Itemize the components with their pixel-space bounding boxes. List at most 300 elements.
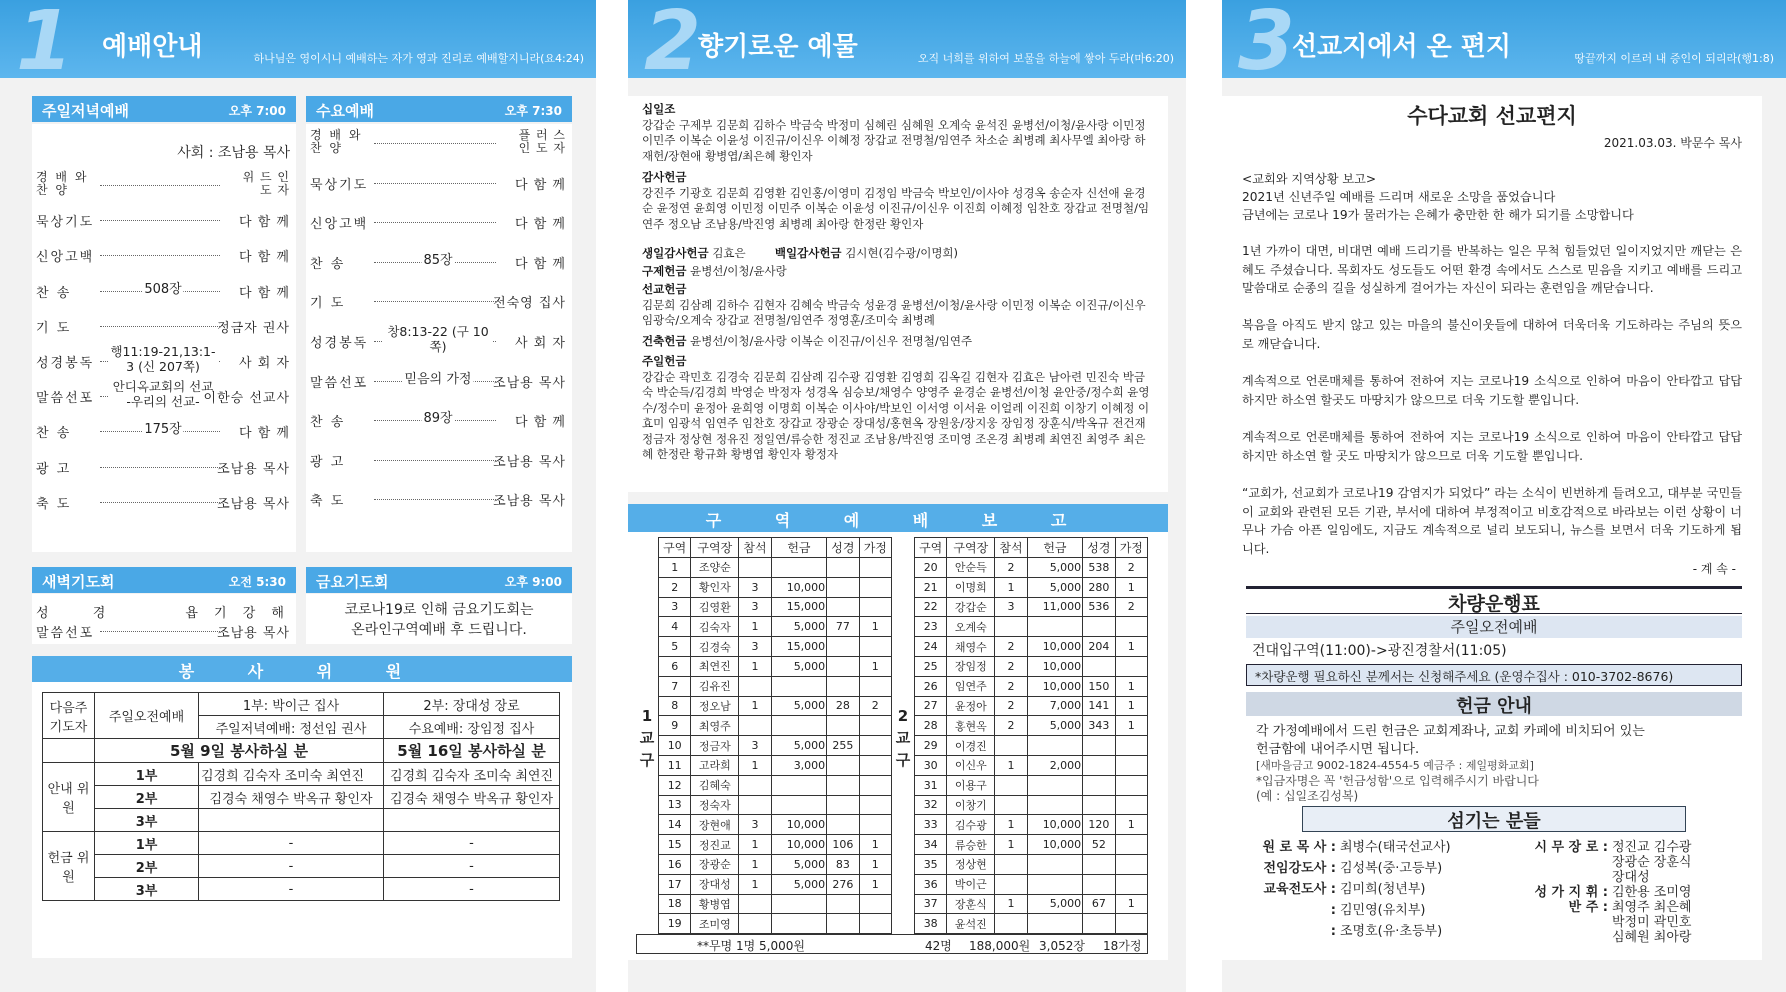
table-cell xyxy=(1027,795,1083,815)
table-row xyxy=(915,656,1148,676)
table-cell: 14 xyxy=(659,815,691,835)
table-cell: 17 xyxy=(659,874,691,894)
staff-row xyxy=(1246,836,1451,855)
region-report-title: 구 역 예 배 보 고 xyxy=(628,504,1168,532)
table-cell: 정진교 xyxy=(691,835,739,855)
table-cell: 2 xyxy=(859,696,891,716)
staff-role: : xyxy=(1330,924,1336,939)
table-row xyxy=(659,696,892,716)
table-cell: 1 xyxy=(1115,577,1147,597)
staff-role: : xyxy=(1330,903,1336,918)
table-cell: 1 xyxy=(659,558,691,578)
staff-role: 반 주 : xyxy=(1568,900,1608,915)
staff-row xyxy=(1522,926,1691,945)
table-cell xyxy=(827,795,859,815)
order-content: 508장 xyxy=(144,281,182,297)
table-cell xyxy=(827,637,859,657)
table-row xyxy=(659,676,892,696)
table-cell: 1 xyxy=(739,755,771,775)
table-cell: 5,000 xyxy=(771,696,827,716)
table-cell xyxy=(1115,874,1147,894)
section-title: 선교지에서 온 편지 xyxy=(1292,32,1512,62)
bank-account: [새마을금고 9002-1824-4554-5 예금주 : 제일평화교회] xyxy=(1256,759,1534,772)
order-leader: 조남용 목사 xyxy=(493,454,566,470)
offering-guide-text: 헌금함에 내어주시면 됩니다. xyxy=(1256,742,1420,757)
order-item: 묵상기도 xyxy=(310,177,369,193)
table-cell: 1 xyxy=(1115,676,1147,696)
table-cell xyxy=(771,795,827,815)
table-cell: 10,000 xyxy=(1027,815,1083,835)
mission-letter-column xyxy=(1222,0,1786,992)
table-cell: 33 xyxy=(915,815,947,835)
order-leader: 조남용 목사 xyxy=(493,494,566,510)
table-cell xyxy=(1115,755,1147,775)
table-cell: 2 xyxy=(995,716,1027,736)
table-row xyxy=(915,676,1148,696)
table-cell: 536 xyxy=(1083,597,1115,617)
table-cell: 343 xyxy=(1083,716,1115,736)
table-cell xyxy=(827,676,859,696)
table-cell: 106 xyxy=(827,835,859,855)
table-cell: 오계숙 xyxy=(947,617,995,637)
table-cell: 5,000 xyxy=(771,874,827,894)
table-cell: 276 xyxy=(827,874,859,894)
order-content: 행11:19-21,13:1-3 (신 207쪽) xyxy=(108,344,218,374)
table-row xyxy=(659,835,892,855)
order-leader: 다 함 께 xyxy=(515,256,566,272)
letter-line: 2021년 신년주일 예배를 드리며 새로운 소망을 품었습니다 xyxy=(1242,190,1556,204)
table-cell: 10,000 xyxy=(771,835,827,855)
service-committee-title: 봉 사 위 원 xyxy=(32,656,572,682)
order-row xyxy=(310,253,566,271)
order-row xyxy=(310,213,566,231)
column-header: 참석 xyxy=(739,538,771,558)
order-leader: 위 드 인 도 자 xyxy=(242,170,290,197)
table-cell: 37 xyxy=(915,894,947,914)
mission-letter xyxy=(1222,96,1762,582)
table-cell: 1 xyxy=(1115,815,1147,835)
order-item: 광 고 xyxy=(36,461,72,477)
order-leader: 전숙영 집사 xyxy=(493,296,566,312)
region-table-left xyxy=(658,537,892,934)
table-cell xyxy=(995,617,1027,637)
offering-column xyxy=(628,0,1186,992)
order-content: 믿음의 가정 xyxy=(404,371,472,387)
order-item: 신앙고백 xyxy=(310,217,369,233)
order-item: 기 도 xyxy=(310,296,346,312)
table-cell: 3 xyxy=(739,815,771,835)
letter-title: 수다교회 선교편지 xyxy=(1407,104,1577,128)
table-cell: 35 xyxy=(915,854,947,874)
table-row xyxy=(915,795,1148,815)
table-cell xyxy=(859,815,891,835)
letter-date: 2021.03.03. 박문수 목사 xyxy=(1603,136,1742,150)
table-row xyxy=(915,835,1148,855)
order-leader: 조남용 목사 xyxy=(493,375,566,391)
group1-label-cell xyxy=(636,537,658,951)
table-cell xyxy=(827,577,859,597)
table-cell: 1 xyxy=(995,577,1027,597)
table-row xyxy=(915,736,1148,756)
table-cell: 15,000 xyxy=(771,637,827,657)
table-row xyxy=(659,874,892,894)
table-cell: 정숙자 xyxy=(691,795,739,815)
order-row xyxy=(310,372,566,390)
table-cell xyxy=(1115,835,1147,855)
table-cell xyxy=(859,894,891,914)
table-cell xyxy=(827,656,859,676)
table-cell: 1 xyxy=(995,815,1027,835)
table-cell: 10,000 xyxy=(771,577,827,597)
table-cell: 1 xyxy=(739,617,771,637)
table-row xyxy=(659,854,892,874)
table-cell: 1 xyxy=(1115,716,1147,736)
table-cell: 1 xyxy=(859,874,891,894)
table-cell xyxy=(771,775,827,795)
table-cell: 1 xyxy=(739,874,771,894)
table-cell: 8 xyxy=(659,696,691,716)
table-row xyxy=(915,617,1148,637)
section-subtitle: 오직 너희를 위하여 보물을 하늘에 쌓아 두라(마6:20) xyxy=(917,52,1174,65)
table-row xyxy=(915,854,1148,874)
order-leader: 사 회 자 xyxy=(515,336,566,351)
table-cell xyxy=(859,755,891,775)
table-cell: 이명희 xyxy=(947,577,995,597)
table-cell: 이창기 xyxy=(947,795,995,815)
table-row xyxy=(659,795,892,815)
offering-guide-title: 헌금 안내 xyxy=(1246,692,1742,716)
order-item: 묵상기도 xyxy=(36,215,95,231)
order-row xyxy=(310,490,566,508)
order-item: 성경봉독 xyxy=(310,336,369,351)
service-table: 다음주 기도자 주일오전예배 1부: 박이근 집사 2부: 장대성 장로 주일저녁예배: 정선임 권사 수요예배: 장임정 집사 5월 9일 봉사하실 분 5월 16일 봉사하실 분 안내 위원 1부 김경희 김숙자 조미숙 최연진 김경희 김숙자 조미숙 최연진 2부 김경숙 채영수 박옥규 황인자 김경숙 채영수 박옥규 황인자 3부 헌금 위원 1부 - - 2부 - - 3부 - - xyxy=(42,692,560,901)
letter-line: 금년에는 코로나 19가 물러가는 은혜가 충만한 한 해가 되기를 소망합니다 xyxy=(1242,208,1634,222)
staff-name: 장광순 장훈식 xyxy=(1612,855,1692,870)
order-leader: 사 회 자 xyxy=(239,356,290,371)
table-cell: 280 xyxy=(1083,577,1115,597)
column-header: 구역장 xyxy=(691,538,739,558)
table-cell: 5,000 xyxy=(1027,716,1083,736)
table-cell: 정금자 xyxy=(691,736,739,756)
order-leader: 다 함 께 xyxy=(239,285,290,301)
order-content: 85장 xyxy=(423,252,453,268)
table-cell: 황인자 xyxy=(691,577,739,597)
table-cell: 3 xyxy=(739,736,771,756)
table-cell: 류승한 xyxy=(947,835,995,855)
service-committee-box xyxy=(32,682,572,958)
table-cell xyxy=(1083,874,1115,894)
table-cell: 204 xyxy=(1083,637,1115,657)
table-cell: 1 xyxy=(859,854,891,874)
table-cell xyxy=(1027,914,1083,934)
deposit-note: *입금자명은 꼭 '헌금성함'으로 입력해주시기 바랍니다 xyxy=(1256,774,1539,788)
table-cell: 장임정 xyxy=(947,656,995,676)
table-cell: 이신우 xyxy=(947,755,995,775)
letter-paragraph: “교회가, 선교회가 코로나19 감염지가 되었다” 라는 소식이 빈번하게 들려오고, 대부분 국민들이 교회와 관련된 모든 기관, 부서에 대하여 부정적이고 비호감적으로 바라보는 이런 상황이 너무나 가슴 아픈 일임에도, 지금도 계속적으로 널리 보도되니, 뉴스를 보면서 더욱 기도하게 됩니다. xyxy=(1242,486,1742,556)
wednesday-header: 수요예배 오후 7:30 xyxy=(306,96,572,122)
table-row xyxy=(915,716,1148,736)
order-item: 축 도 xyxy=(36,496,72,512)
order-leader: 다 함 께 xyxy=(515,177,566,193)
worship-guide-column xyxy=(0,0,596,992)
section-subtitle: 땅끝까지 이르러 내 증인이 되리라(행1:8) xyxy=(1574,52,1774,65)
table-cell: 최영주 xyxy=(691,716,739,736)
table-cell xyxy=(1115,795,1147,815)
table-row xyxy=(915,815,1148,835)
letter-paragraph: 계속적으로 언론매체를 통하여 전하여 지는 코로나19 소식으로 인하여 마음이 안타깝고 답답하지만 하소연 할 곳도 마땅치가 않으므로 더욱 기도할 뿐입니다. xyxy=(1242,430,1742,463)
table-cell: 4 xyxy=(659,617,691,637)
table-cell: 1 xyxy=(859,656,891,676)
table-cell: 정상현 xyxy=(947,854,995,874)
table-cell: 5 xyxy=(659,637,691,657)
table-cell: 채영수 xyxy=(947,637,995,657)
table-cell: 77 xyxy=(827,617,859,637)
table-row xyxy=(659,558,892,578)
table-cell: 이용구 xyxy=(947,775,995,795)
group1-label: 1 교 구 xyxy=(639,707,655,769)
table-cell xyxy=(1083,914,1115,934)
staff-name: 심혜원 최아랑 xyxy=(1612,930,1692,945)
table-cell: 83 xyxy=(827,854,859,874)
order-row xyxy=(310,451,566,469)
table-row xyxy=(659,894,892,914)
table-cell: 김혜숙 xyxy=(691,775,739,795)
staff-name: 장대성 xyxy=(1612,870,1650,885)
table-cell xyxy=(739,914,771,934)
table-cell xyxy=(1115,854,1147,874)
info-box xyxy=(1222,582,1762,960)
staff-name: 정진교 김수광 xyxy=(1612,840,1692,855)
table-row xyxy=(659,914,892,934)
table-cell: 13 xyxy=(659,795,691,815)
table-row xyxy=(915,755,1148,775)
continued-label: - 계 속 - xyxy=(1692,562,1736,576)
table-cell: 2 xyxy=(995,696,1027,716)
table-cell: 120 xyxy=(1083,815,1115,835)
wednesday-order xyxy=(306,124,572,552)
friday-prayer-header: 금요기도회 오후 9:00 xyxy=(306,567,572,593)
table-cell: 10,000 xyxy=(1027,835,1083,855)
table-cell xyxy=(739,558,771,578)
table-cell xyxy=(771,558,827,578)
table-cell: 5,000 xyxy=(771,617,827,637)
letter-paragraph: 계속적으로 언론매체를 통하여 전하여 지는 코로나19 소식으로 인하여 마음이 안타깝고 답답하지만 하소연 할곳도 마땅치가 않으므로 더욱 기도할 뿐입니다. xyxy=(1242,374,1742,407)
table-cell: 김경숙 xyxy=(691,637,739,657)
table-cell: 5,000 xyxy=(771,656,827,676)
order-item: 신앙고백 xyxy=(36,250,95,266)
dawn-prayer-box: 성 경 욥 기 강 해 말씀선포 조남용 목사 xyxy=(32,594,296,644)
section-header-2 xyxy=(628,0,1186,89)
table-cell: 5,000 xyxy=(1027,558,1083,578)
table-cell xyxy=(1027,874,1083,894)
group2-label-cell xyxy=(892,537,914,951)
staff-row xyxy=(1246,920,1442,939)
table-cell: 2 xyxy=(659,577,691,597)
staff-name: 박정미 곽민호 xyxy=(1612,915,1692,930)
table-cell: 고라희 xyxy=(691,755,739,775)
order-content: 창8:13-22 (구 10쪽) xyxy=(383,324,493,354)
order-item: 찬 송 xyxy=(36,285,72,301)
staff-row xyxy=(1246,878,1426,897)
section-header-1 xyxy=(0,0,596,89)
staff-name: 김성복(중·고등부) xyxy=(1340,861,1443,876)
column-header: 가정 xyxy=(1115,538,1147,558)
table-cell: 1 xyxy=(859,835,891,855)
letter-line: <교회와 지역상황 보고> xyxy=(1242,172,1377,186)
table-cell: 1 xyxy=(859,617,891,637)
table-cell xyxy=(827,775,859,795)
order-item: 축 도 xyxy=(310,494,346,510)
section-title: 예배안내 xyxy=(102,32,203,62)
order-leader: 다 함 께 xyxy=(515,217,566,233)
table-cell: 장현애 xyxy=(691,815,739,835)
table-row xyxy=(915,597,1148,617)
table-cell xyxy=(827,914,859,934)
table-cell: 27 xyxy=(915,696,947,716)
table-row xyxy=(915,577,1148,597)
order-leader: 정금자 권사 xyxy=(217,320,290,336)
table-cell: 28 xyxy=(915,716,947,736)
table-row xyxy=(659,577,892,597)
staff-role: 전임강도사 : xyxy=(1263,861,1336,876)
table-cell: 3 xyxy=(739,637,771,657)
order-content: 89장 xyxy=(423,411,453,427)
order-leader: 조남용 목사 xyxy=(217,461,290,477)
offering-total: 188,000원 xyxy=(969,939,1031,953)
table-row xyxy=(915,696,1148,716)
order-item: 성경봉독 xyxy=(36,356,95,371)
column-header: 성경 xyxy=(1083,538,1115,558)
table-cell: 1 xyxy=(995,755,1027,775)
table-row xyxy=(659,775,892,795)
table-cell: 11,000 xyxy=(1027,597,1083,617)
table-cell: 36 xyxy=(915,874,947,894)
table-cell: 1 xyxy=(995,835,1027,855)
table-cell: 6 xyxy=(659,656,691,676)
order-item: 찬 송 xyxy=(310,415,346,431)
table-row xyxy=(659,617,892,637)
section-subtitle: 하나님은 영이시니 예배하는 자가 영과 진리로 예배할지니라(요4:24) xyxy=(253,52,584,65)
sunday-evening-header: 주일저녁예배 오후 7:00 xyxy=(32,96,296,122)
table-row xyxy=(659,815,892,835)
table-cell: 3 xyxy=(739,577,771,597)
table-cell xyxy=(995,775,1027,795)
table-cell: 홍현옥 xyxy=(947,716,995,736)
table-cell: 장대성 xyxy=(691,874,739,894)
table-cell: 7,000 xyxy=(1027,696,1083,716)
region-total-row xyxy=(636,934,1148,954)
table-cell xyxy=(995,874,1027,894)
table-cell xyxy=(995,795,1027,815)
table-cell: 5,000 xyxy=(1027,894,1083,914)
deposit-example: (예 : 십일조김성복) xyxy=(1256,789,1359,803)
table-row xyxy=(659,716,892,736)
car-route: 건대입구역(11:00)->광진경찰서(11:05) xyxy=(1252,643,1507,659)
order-row xyxy=(36,282,290,300)
table-cell: 10,000 xyxy=(1027,637,1083,657)
table-cell: 1 xyxy=(1115,894,1147,914)
table-cell: 김수광 xyxy=(947,815,995,835)
table-cell: 조미영 xyxy=(691,914,739,934)
table-cell: 15,000 xyxy=(771,597,827,617)
table-cell: 10,000 xyxy=(771,815,827,835)
table-cell: 21 xyxy=(915,577,947,597)
table-cell xyxy=(771,914,827,934)
table-cell xyxy=(1083,755,1115,775)
table-cell: 538 xyxy=(1083,558,1115,578)
table-cell xyxy=(995,736,1027,756)
table-cell: 2 xyxy=(995,558,1027,578)
table-cell: 31 xyxy=(915,775,947,795)
sunday-evening-order xyxy=(32,124,296,552)
table-cell xyxy=(1083,795,1115,815)
section-number: 3 xyxy=(1238,0,1296,89)
table-cell: 3,000 xyxy=(771,755,827,775)
order-item: 말씀선포 xyxy=(310,375,369,391)
order-row xyxy=(36,493,290,511)
table-cell: 255 xyxy=(827,736,859,756)
table-cell xyxy=(827,815,859,835)
table-cell: 52 xyxy=(1083,835,1115,855)
staff-name: 최영주 최은혜 xyxy=(1612,900,1692,915)
table-cell xyxy=(1115,736,1147,756)
order-item: 경 배 와 찬 양 xyxy=(36,170,89,197)
order-row xyxy=(36,422,290,440)
table-cell: 30 xyxy=(915,755,947,775)
table-cell xyxy=(1083,775,1115,795)
table-cell xyxy=(859,577,891,597)
staff-title: 섬기는 분들 xyxy=(1302,806,1686,832)
table-cell: 2 xyxy=(1115,597,1147,617)
bible-total: 3,052장 xyxy=(1039,939,1085,953)
table-cell: 24 xyxy=(915,637,947,657)
staff-row xyxy=(1246,857,1442,876)
group2-label: 2 교 구 xyxy=(895,707,911,769)
order-leader: 조남용 목사 xyxy=(217,496,290,512)
table-cell: 16 xyxy=(659,854,691,874)
table-cell: 15 xyxy=(659,835,691,855)
table-cell: 5,000 xyxy=(771,736,827,756)
table-cell: 김유진 xyxy=(691,676,739,696)
table-cell: 3 xyxy=(739,597,771,617)
table-cell: 38 xyxy=(915,914,947,934)
table-cell xyxy=(827,558,859,578)
table-cell xyxy=(859,716,891,736)
table-row xyxy=(659,736,892,756)
order-row xyxy=(36,458,290,476)
order-item: 경 배 와 찬 양 xyxy=(310,128,363,155)
table-cell xyxy=(859,676,891,696)
table-cell xyxy=(1083,736,1115,756)
table-row xyxy=(915,914,1148,934)
column-header: 구역 xyxy=(659,538,691,558)
table-cell xyxy=(1115,656,1147,676)
table-row xyxy=(915,637,1148,657)
staff-role: 원 로 목 사 : xyxy=(1262,840,1336,855)
order-row xyxy=(310,174,566,192)
table-cell: 1 xyxy=(739,835,771,855)
order-content: 175장 xyxy=(144,422,182,438)
staff-name: 김한용 조미영 xyxy=(1612,885,1692,900)
table-cell: 10,000 xyxy=(1027,656,1083,676)
table-cell: 2,000 xyxy=(1027,755,1083,775)
staff-name: 조명호(유·초등부) xyxy=(1340,924,1443,939)
table-cell: 장광순 xyxy=(691,854,739,874)
order-leader: 이한승 선교사 xyxy=(203,391,290,407)
table-cell xyxy=(1027,854,1083,874)
table-cell: 1 xyxy=(995,894,1027,914)
table-cell: 2 xyxy=(1115,558,1147,578)
